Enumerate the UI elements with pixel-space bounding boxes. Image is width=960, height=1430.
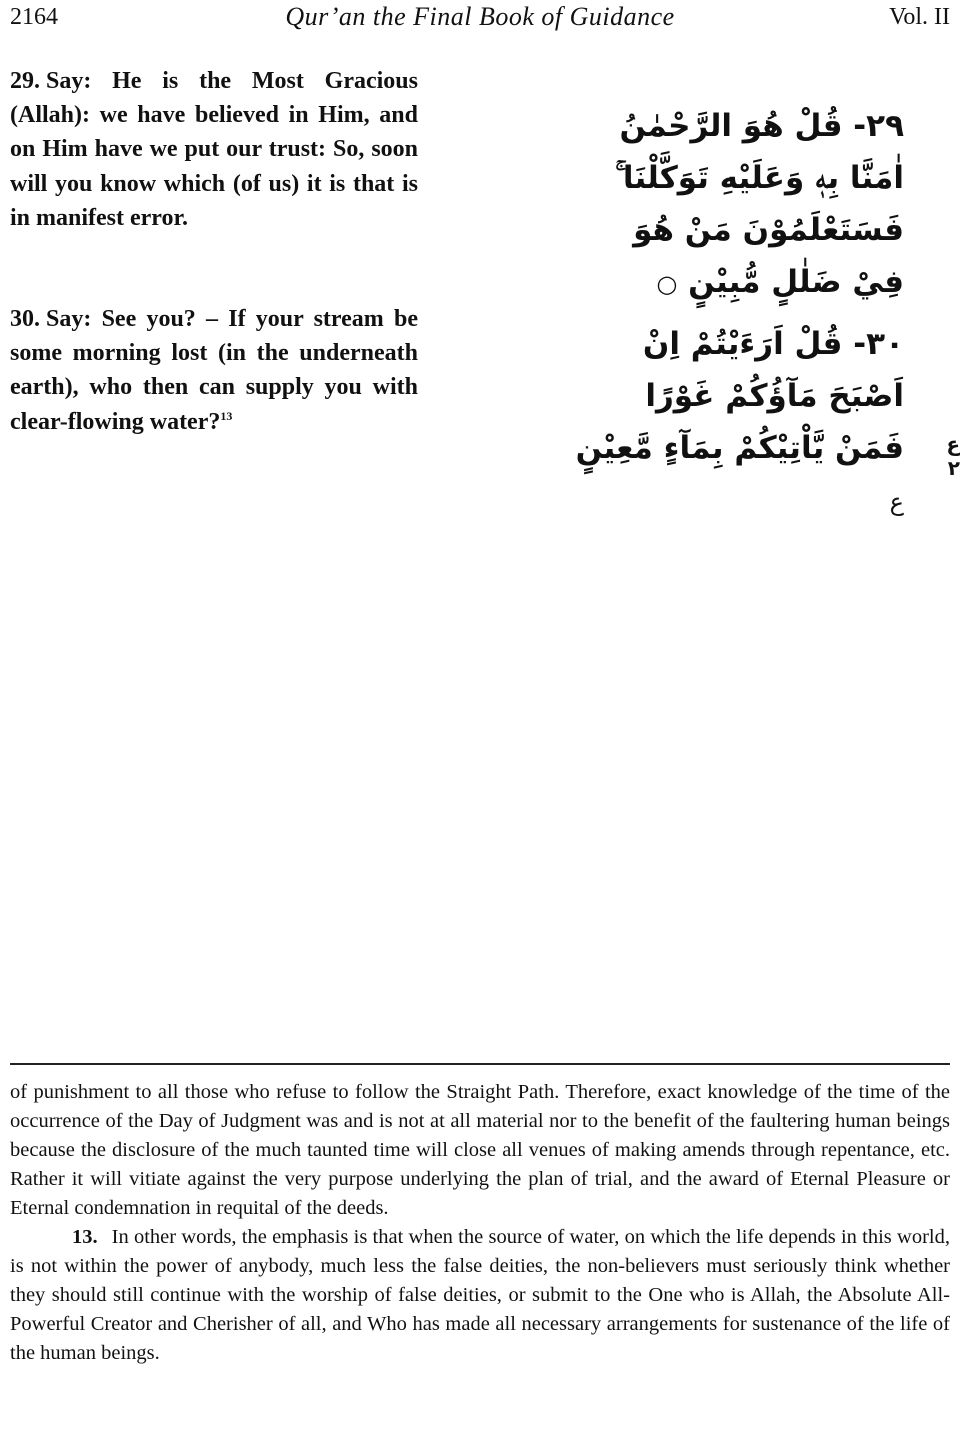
verse-number: 29. — [10, 68, 40, 94]
footnote-number: 13. — [72, 1226, 98, 1248]
verse-30-translation — [10, 302, 418, 439]
page-header — [0, 0, 960, 40]
footnote-13 — [10, 1223, 950, 1368]
verse-text: Say: See you? – If your stream be some morning lost (in the underneath earth), who then can supply you with clear-flowing water? — [10, 306, 418, 435]
verse-29-arabic — [574, 100, 904, 310]
verse-text: Say: He is the Most Gracious (Allah): we have believed in Him, and on Him have we put our trust: So, soon will you know which (of us) it is that is in manifest error. — [10, 68, 418, 231]
footnote-continuation: of punishment to all those who refuse to follow the Straight Path. Therefore, exact knowledge of the time of the occurrence of the Day of Judgment was and is not at all material nor to the benefit of the faultering human beings because the disclosure of the much taunted time will close all venues of making amends through repentance, etc. Rather it will vitiate against the very purpose underlying the plan of trial, and the award of Eternal Pleasure or Eternal condemnation in requital of the deeds. — [10, 1081, 950, 1219]
verse-29-translation — [10, 64, 418, 235]
footnote-divider — [10, 1063, 950, 1065]
page-number: 2164 — [10, 4, 58, 30]
verse-end-mark: ع — [889, 488, 904, 516]
footnote-text: In other words, the emphasis is that when the source of water, on which the life depends in this world, is not within the power of anybody, much less the false deities, the non-believers must seriously think whether they should still continue with the worship of false deities, or submit to the One who is Allah, the Absolute All-Powerful Creator and Cherisher of all, and Who has made all necessary arrangements for sustenance of the life of the human beings. — [10, 1226, 950, 1364]
running-title: Qur’an the Final Book of Guidance — [285, 2, 675, 31]
arabic-text: ٢٩- قُلْ هُوَ الرَّحْمٰنُ اٰمَنَّا بِهٖ وَعَلَيْهِ تَوَكَّلْنَا ۚ فَسَتَعْلَمُوْنَ مَنْ هُوَ فِيْ ضَلٰلٍ مُّبِيْنٍ — [615, 108, 904, 300]
footnote-reference[interactable]: 13 — [220, 408, 233, 423]
volume-label: Vol. II — [889, 4, 950, 30]
verse-30-arabic — [574, 318, 904, 528]
footnotes-section — [10, 1078, 950, 1368]
ruku-marker: ع ۲ — [946, 432, 960, 480]
verse-number: 30. — [10, 306, 40, 332]
verse-end-mark: ○ — [656, 270, 678, 298]
arabic-text: ٣٠- قُلْ اَرَءَيْتُمْ اِنْ اَصْبَحَ مَآؤُكُمْ غَوْرًا فَمَنْ يَّاْتِيْكُمْ بِمَآءٍ مَّعِيْنٍ — [575, 326, 904, 466]
